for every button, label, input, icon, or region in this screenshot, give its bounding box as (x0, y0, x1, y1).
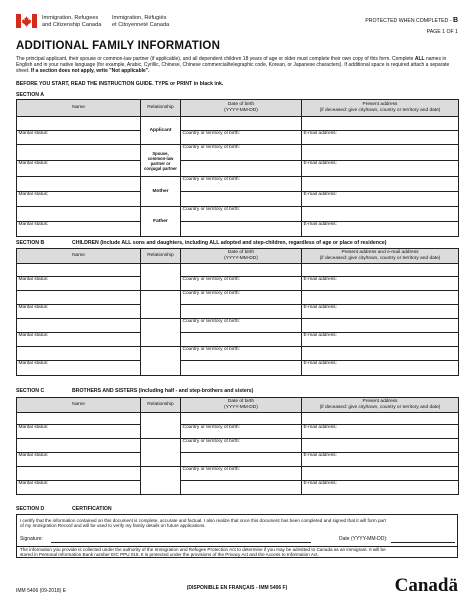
address-input[interactable] (302, 291, 459, 305)
address-input[interactable] (302, 319, 459, 333)
marital-status-field[interactable]: Marital status: (17, 453, 141, 467)
canada-flag-icon (16, 14, 37, 28)
name-input[interactable] (17, 264, 141, 277)
dob-input[interactable] (181, 333, 302, 347)
col-name: Name (17, 398, 141, 413)
certification-statement: I certify that the information contained on this document is complete, accurate and factual. I also realize that once this document has been completed and signed that it will form part of my Immigration Record and will be used to verify my family details on future applications. (20, 518, 386, 529)
name-input[interactable] (17, 319, 141, 333)
address-input[interactable] (302, 145, 459, 161)
address-input[interactable] (302, 177, 459, 192)
canada-wordmark: Canadä (394, 575, 458, 596)
french-availability: (DISPONIBLE EN FRANÇAIS - IMM 5406 F) (186, 585, 288, 591)
col-relationship: Relationship (141, 249, 181, 264)
name-input[interactable] (17, 439, 141, 453)
col-address: Present address and e-mail address (if deceased: give city/town, country or territory and date) (302, 249, 459, 264)
section-b-description: CHILDREN (Include ALL sons and daughters, including ALL adopted and step-children, regardless of age or place of residence) (72, 240, 387, 246)
address-input[interactable] (302, 467, 459, 481)
address-input[interactable] (302, 439, 459, 453)
col-address: Present address (if deceased: give city/town, country or territory and date) (302, 100, 459, 117)
name-input[interactable] (17, 207, 141, 222)
section-d-description: CERTIFICATION (72, 506, 112, 512)
marital-status-field[interactable]: Marital status: (17, 161, 141, 177)
marital-status-field[interactable]: Marital status: (17, 481, 141, 495)
relationship-mother: Mother (141, 177, 181, 207)
dob-input[interactable] (181, 413, 302, 425)
col-dob: Date of birth (YYYY-MM-DD) (181, 249, 302, 264)
email-field[interactable]: E-mail address: (302, 161, 459, 177)
email-field[interactable]: E-mail address: (302, 481, 459, 495)
section-d-label: SECTION D (16, 506, 45, 512)
email-field[interactable]: E-mail address: (302, 333, 459, 347)
protected-label: PROTECTED WHEN COMPLETED - B (365, 17, 458, 24)
col-dob: Date of birth (YYYY-MM-DD) (181, 100, 302, 117)
email-field[interactable]: E-mail address: (302, 222, 459, 237)
address-input[interactable] (302, 413, 459, 425)
relationship-input[interactable] (141, 264, 181, 291)
relationship-input[interactable] (141, 467, 181, 495)
email-field[interactable]: E-mail address: (302, 131, 459, 145)
dob-input[interactable] (181, 264, 302, 277)
marital-status-field[interactable]: Marital status: (17, 192, 141, 207)
email-field[interactable]: E-mail address: (302, 192, 459, 207)
section-c-label: SECTION C (16, 388, 45, 394)
name-input[interactable] (17, 117, 141, 131)
dob-input[interactable] (181, 117, 302, 131)
country-of-birth-field[interactable]: Country or territory of birth: (181, 291, 302, 305)
marital-status-field[interactable]: Marital status: (17, 425, 141, 439)
dob-input[interactable] (181, 161, 302, 177)
dob-input[interactable] (181, 361, 302, 376)
dob-input[interactable] (181, 192, 302, 207)
country-of-birth-field[interactable]: Country or territory of birth: (181, 347, 302, 361)
dob-input[interactable] (181, 305, 302, 319)
form-identifier: IMM 5406 (09-2018) E (16, 588, 67, 594)
country-of-birth-field[interactable]: Country or territory of birth: (181, 319, 302, 333)
col-relationship: Relationship (141, 100, 181, 117)
relationship-input[interactable] (141, 347, 181, 376)
address-input[interactable] (302, 207, 459, 222)
col-name: Name (17, 100, 141, 117)
marital-status-field[interactable]: Marital status: (17, 361, 141, 376)
name-input[interactable] (17, 413, 141, 425)
name-input[interactable] (17, 291, 141, 305)
signature-line[interactable] (51, 542, 311, 543)
email-field[interactable]: E-mail address: (302, 361, 459, 376)
marital-status-field[interactable]: Marital status: (17, 131, 141, 145)
address-input[interactable] (302, 117, 459, 131)
department-name-en: Immigration, Refugees and Citizenship Canada (42, 15, 102, 28)
intro-text: The principal applicant, their spouse or common-law partner (if applicable), and all dependent children 18 years of age or older must complete their own copy of this form. Complete ALL names in English and in your native language (for example, Arabic, Cyrillic, Chinese, Chinese commercial/telegraphic code, Korean, or Japanese characters). If additional space is required attach a separate sheet. If a section does not apply, write "Not applicable". (16, 56, 450, 75)
marital-status-field[interactable]: Marital status: (17, 333, 141, 347)
country-of-birth-field[interactable]: Country or territory of birth: (181, 439, 302, 453)
relationship-input[interactable] (141, 319, 181, 347)
country-of-birth-field[interactable]: Country or territory of birth: (181, 207, 302, 222)
country-of-birth-field[interactable]: Country or territory of birth: (181, 145, 302, 161)
page-number: PAGE 1 OF 1 (426, 29, 458, 35)
relationship-input[interactable] (141, 413, 181, 439)
email-field[interactable]: E-mail address: (302, 277, 459, 291)
country-of-birth-field[interactable]: Country or territory of birth: (181, 467, 302, 481)
date-line[interactable] (391, 542, 455, 543)
section-a-label: SECTION A (16, 92, 45, 98)
signature-label: Signature: (20, 536, 43, 542)
section-b-label: SECTION B (16, 240, 45, 246)
relationship-spouse: Spouse, common-law partner or conjugal partner (141, 145, 181, 177)
dob-input[interactable] (181, 481, 302, 495)
date-label: Date (YYYY-MM-DD): (339, 536, 388, 542)
privacy-notice: The information you provide is collected under the authority of the Immigration and Refugee Protection Act to determine if you may be admitted to Canada as an immigrant. It will be stored in Personal Information Bank number EIC PPU 015. It is protected under the provisions of the Privacy Act and the Access to Information Act. (20, 547, 386, 558)
name-input[interactable] (17, 467, 141, 481)
department-name-fr: Immigration, Réfugiés et Citoyenneté Canada (112, 15, 170, 28)
email-field[interactable]: E-mail address: (302, 305, 459, 319)
email-field[interactable]: E-mail address: (302, 453, 459, 467)
name-input[interactable] (17, 177, 141, 192)
col-name: Name (17, 249, 141, 264)
relationship-applicant: Applicant (141, 117, 181, 145)
col-address: Present address (if deceased: give city/town, country or territory and date) (302, 398, 459, 413)
marital-status-field[interactable]: Marital status: (17, 222, 141, 237)
dob-input[interactable] (181, 222, 302, 237)
address-input[interactable] (302, 347, 459, 361)
section-c-description: BROTHERS AND SISTERS (Including half - and step-brothers and sisters) (72, 388, 254, 394)
relationship-father: Father (141, 207, 181, 237)
section-b-table (16, 248, 459, 376)
col-relationship: Relationship (141, 398, 181, 413)
country-of-birth-field[interactable]: Country or territory of birth: (181, 277, 302, 291)
email-field[interactable]: E-mail address: (302, 425, 459, 439)
address-input[interactable] (302, 264, 459, 277)
name-input[interactable] (17, 145, 141, 161)
name-input[interactable] (17, 347, 141, 361)
col-dob: Date of birth (YYYY-MM-DD) (181, 398, 302, 413)
instruction-notice: BEFORE YOU START, READ THE INSTRUCTION GUIDE. TYPE or PRINT in black ink. (16, 81, 224, 87)
section-a-table (16, 99, 459, 237)
country-of-birth-field[interactable]: Country or territory of birth: (181, 177, 302, 192)
relationship-input[interactable] (141, 439, 181, 467)
page-title: ADDITIONAL FAMILY INFORMATION (16, 40, 221, 52)
relationship-input[interactable] (141, 291, 181, 319)
marital-status-field[interactable]: Marital status: (17, 305, 141, 319)
certification-box (16, 514, 458, 558)
section-c-table (16, 397, 459, 495)
dob-input[interactable] (181, 453, 302, 467)
country-of-birth-field[interactable]: Country or territory of birth: (181, 131, 302, 145)
country-of-birth-field[interactable]: Country or territory of birth: (181, 425, 302, 439)
marital-status-field[interactable]: Marital status: (17, 277, 141, 291)
